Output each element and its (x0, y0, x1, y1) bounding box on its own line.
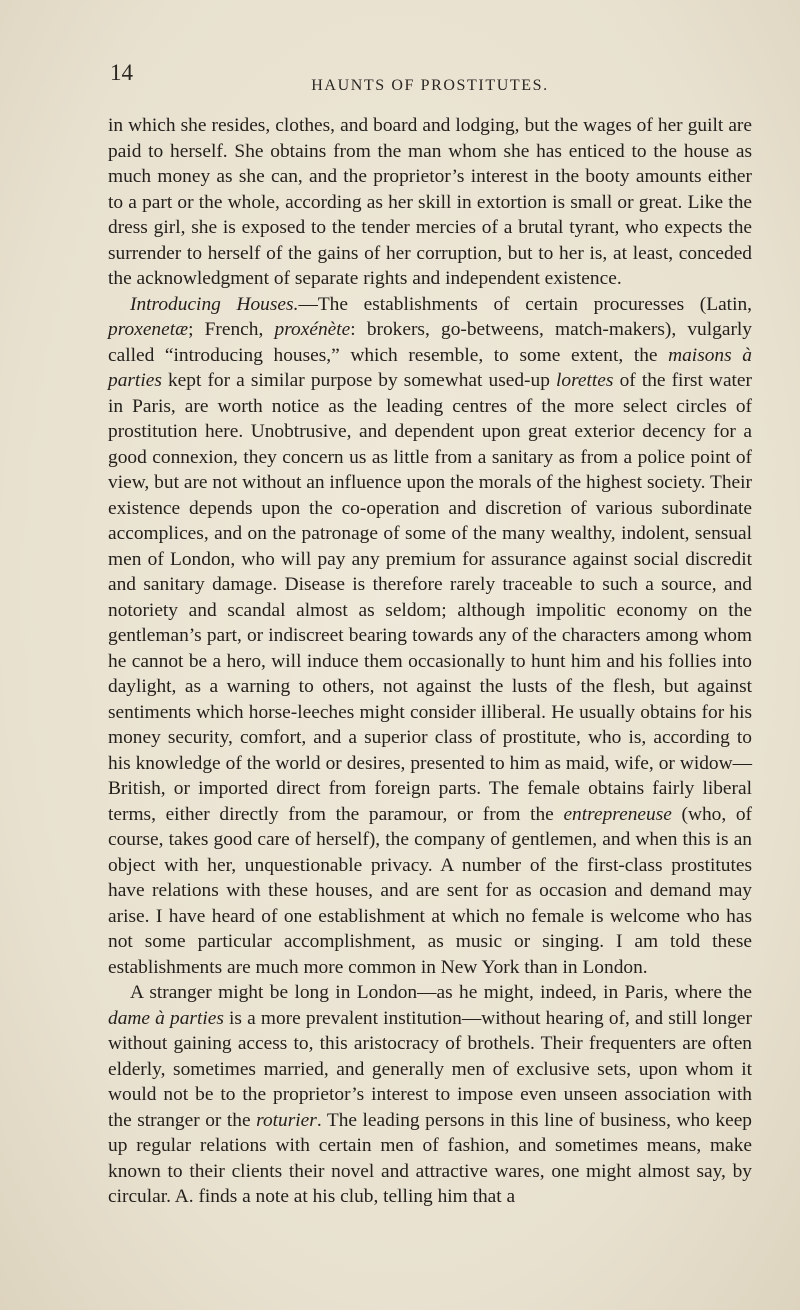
text-run: ; French, (188, 319, 275, 340)
text-run: A stranger might be long in London—as he might, indeed, in Paris, where the (130, 982, 752, 1003)
text-run: is a more prevalent institution—without hearing of, and still longer without gaining access to, this aristocracy of brothels. Their frequenters are often elderly, sometimes married, and generally men of exclusive sets, upon whom it would not be to the proprietor’s interest to impose even unseen association with the stranger or the (108, 1007, 752, 1131)
italic-text: lorettes (556, 370, 614, 391)
running-head: HAUNTS OF PROSTITUTES. (311, 77, 549, 94)
body-text (108, 113, 752, 1210)
text-run: of the first water in Paris, are worth notice as the leading centres of the more select circles of prostitution here. Unobtrusive, and dependent upon great exterior decency for a good connexion, they concern us as little from a sanitary as from a police point of view, but are not without an influence upon the morals of the highest society. Their existence depends upon the co-operation and discretion of various subordinate accomplices, and on the patronage of some of the many wealthy, indolent, sensual men of London, who will pay any premium for assurance against social discredit and sanitary damage. Disease is therefore rarely traceable to such a source, and notoriety and scandal almost as seldom; although impolitic economy on the gentleman’s part, or indiscreet bearing towards any of the characters among whom he cannot be a hero, will induce them occasionally to hunt him and his follies into daylight, as a warning to others, not against the lusts of the flesh, but against sentiments which horse-leeches might consider illiberal. He usually obtains for his money security, comfort, and a superior class of prostitute, who is, according to his knowledge of the world or desires, presented to him as maid, wife, or widow—British, or imported direct from foreign parts. The female obtains fairly liberal terms, either directly from the paramour, or from the (108, 370, 752, 825)
text-run: —The establishments of certain procuresses (Latin, (298, 293, 752, 315)
italic-text: proxenetæ (108, 319, 189, 340)
italic-text: entrepreneuse (563, 803, 672, 825)
italic-text: maisons à parties (108, 344, 752, 391)
italic-text: roturier (256, 1109, 317, 1131)
italic-text: dame à parties (108, 1007, 224, 1029)
paragraph-introducing-houses (108, 292, 752, 981)
text-run: kept for a similar purpose by somewhat used-up (161, 370, 557, 391)
italic-text: proxénète (274, 319, 351, 340)
page-header (110, 60, 750, 100)
text-run: (who, of course, takes good care of herself), the company of gentlemen, and when this is an object with her, unquestionable privacy. A number of the first-class prostitutes have relations with these houses, and are sent for as occasion and demand may arise. I have heard of one establishment at which no female is welcome who has not some particular accomplishment, as music or singing. I am told these establishments are much more common in New York than in London. (108, 803, 753, 978)
page-number: 14 (110, 60, 133, 85)
italic-text: Introducing Houses. (130, 293, 299, 315)
text-run: : brokers, go-betweens, match-makers), vulgarly called “introducing houses,” which resemble, to some extent, the (108, 319, 752, 366)
paragraph-1 (108, 113, 752, 292)
paragraph-stranger (108, 980, 752, 1210)
text-run: . The leading persons in this line of business, who keep up regular relations with certain men of fashion, and sometimes means, make known to their clients their novel and attractive wares, one might almost say, by circular. A. finds a note at his club, telling him that a (108, 1109, 753, 1207)
text-run: in which she resides, clothes, and board and lodging, but the wages of her guilt are paid to herself. She obtains from the man whom she has enticed to the house as much money as she can, and the proprietor’s interest in the booty amounts either to a part or the whole, according as her skill in extortion is small or great. Like the dress girl, she is exposed to the tender mercies of a brutal tyrant, who expects the surrender to herself of the gains of her corruption, but to her is, at least, conceded the acknowledgment of separate rights and independent existence. (108, 115, 752, 289)
